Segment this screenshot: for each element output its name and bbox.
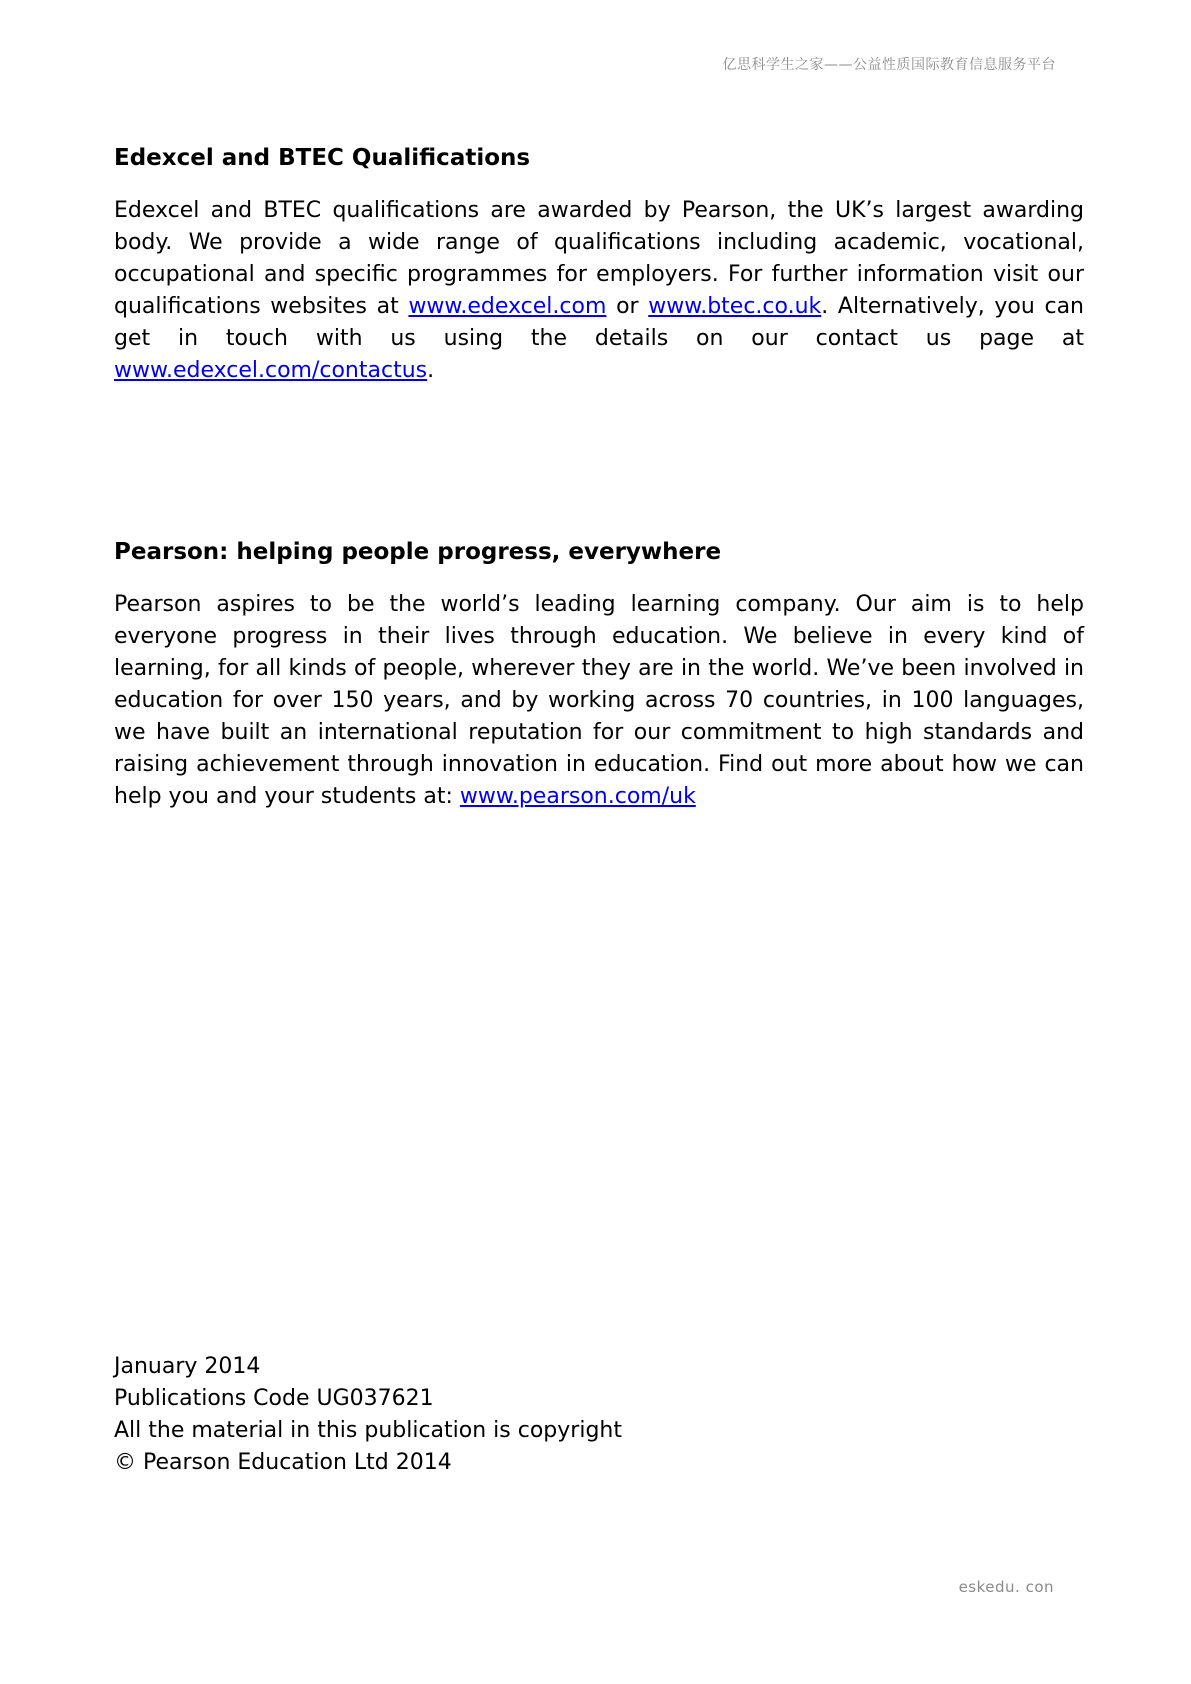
body-text: . Alternatively, you can get in touch with us using the details on our contact us page at [114,294,1084,351]
section-title: Pearson: helping people progress, everywhere [114,539,722,565]
body-text: or [606,294,649,319]
body-text: Edexcel and BTEC qualifications are awarded by Pearson, the UK’s largest awarding body. We provide a wide range of qualifications including academic, vocational, occupational and specific programmes for employers. For further information visit our qualifications websites at [114,198,1084,319]
copyright-line: © Pearson Education Ltd 2014 [114,1450,452,1475]
section-body [114,195,1084,387]
link-pearson[interactable]: www.pearson.com/uk [459,784,696,809]
body-text: Pearson aspires to be the world’s leading learning company. Our aim is to help everyone progress in their lives through education. We believe in every kind of learning, for all kinds of people, wherever they are in the world. We’ve been involved in education for over 150 years, and by working across 70 countries, in 100 languages, we have built an international reputation for our commitment to high standards and raising achievement through innovation in education. Find out more about how we can help you and your students at: [114,592,1084,809]
publication-code: Publications Code UG037621 [114,1386,434,1411]
publication-footer [114,1351,622,1479]
link-edexcel[interactable]: www.edexcel.com [408,294,607,319]
publication-date: January 2014 [114,1354,261,1379]
link-btec[interactable]: www.btec.co.uk [648,294,822,319]
copyright-note: All the material in this publication is copyright [114,1418,622,1443]
header-site-note: 亿思科学生之家——公益性质国际教育信息服务平台 [722,57,1056,73]
section-body [114,589,1084,813]
link-contact-us[interactable]: www.edexcel.com/contactus [114,358,428,383]
section-pearson [114,537,1084,813]
section-title: Edexcel and BTEC Qualifications [114,145,531,171]
body-text: . [427,358,435,383]
watermark-site: eskedu. con [958,1578,1054,1596]
section-edexcel-btec [114,143,1084,387]
